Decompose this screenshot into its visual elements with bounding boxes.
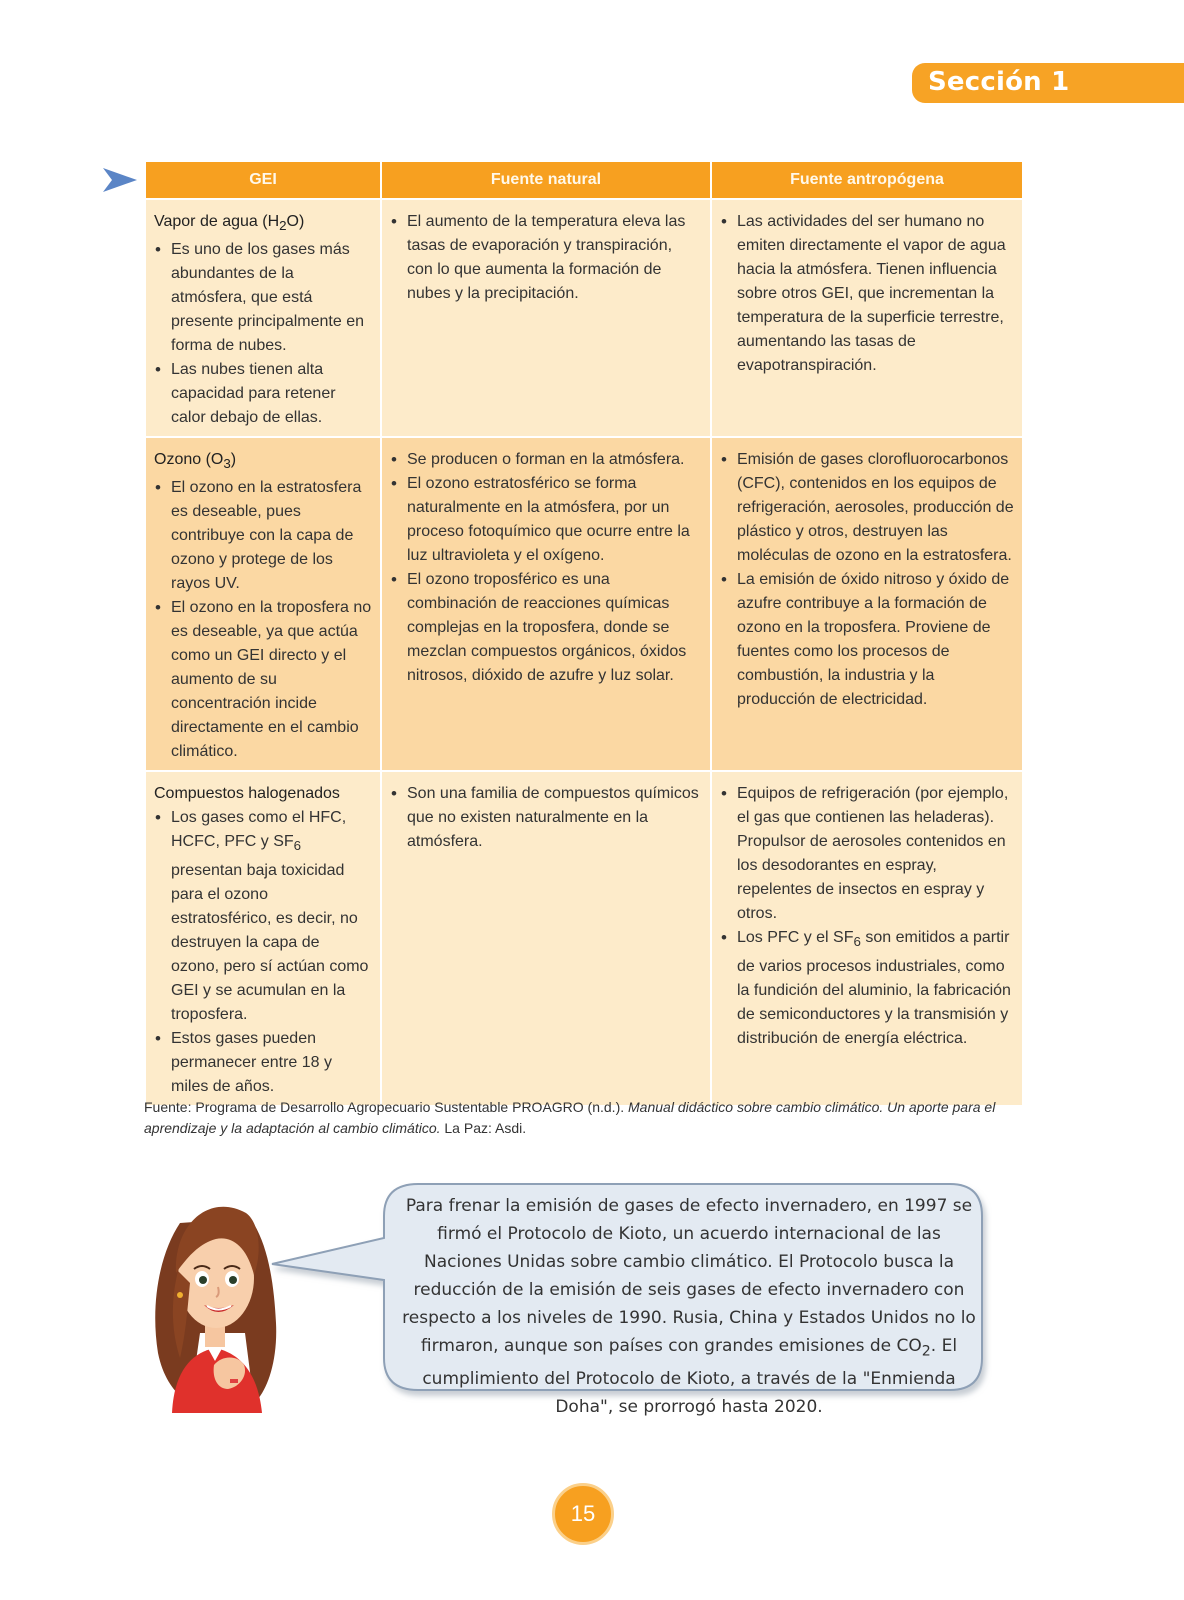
list-item: • Es uno de los gases más abundantes de la atmósfera, que está presente principalmente en forma de nubes. [154, 238, 372, 358]
natural-cell [381, 437, 711, 771]
anthropogenic-bullets [720, 210, 1014, 378]
gas-name: Compuestos halogenados [154, 785, 340, 803]
header-natural-source: Fuente natural [381, 161, 711, 199]
table-row [145, 771, 1023, 1105]
anthropogenic-bullets [720, 448, 1014, 712]
table-row [145, 199, 1023, 437]
page-number: 15 [552, 1483, 614, 1545]
section-tab [912, 63, 1184, 103]
natural-cell [381, 199, 711, 437]
gas-cell [145, 199, 381, 437]
list-item: • El aumento de la temperatura eleva las tasas de evaporación y transpiración, con lo que aumenta la formación de nubes y la precipitación. [390, 210, 702, 306]
speech-bubble-text: Para frenar la emisión de gases de efecto invernadero, en 1997 se firmó el Protocolo de Kioto, un acuerdo internacional de las Naciones Unidas sobre cambio climático. El Protocolo busca la reducción de la emisión de seis gases de efecto invernadero con respecto a los niveles de 1990. Rusia, China y Estados Unidos no lo firmaron, aunque son países con grandes emisiones de $CO_2$. El cumplimiento del Protocolo de Kioto, a través de la "Enmienda Doha", se prorrogó hasta 2020. [402, 1196, 976, 1418]
list-item: • Los gases como el HFC, HCFC, PFC y $SF_6$ presentan baja toxicidad para el ozono estratosférico, es decir, no destruyen la capa de ozono, pero sí actúan como GEI y se acumulan en la troposfera. [154, 806, 372, 1026]
anthropogenic-bullets [720, 782, 1014, 1050]
list-item: • El ozono troposférico es una combinación de reacciones químicas complejas en la troposfera, donde se mezclan compuestos orgánicos, óxidos nitrosos, dióxido de azufre y luz solar. [390, 568, 702, 688]
gas-bullets [154, 476, 372, 764]
anthropogenic-cell [711, 437, 1023, 771]
arrow-marker-icon [103, 168, 137, 192]
list-item: • El ozono en la troposfera no es deseable, ya que actúa como un GEI directo y el aumento de su concentración incide directamente en el cambio climático. [154, 596, 372, 764]
anthropogenic-cell [711, 771, 1023, 1105]
list-item: • Equipos de refrigeración (por ejemplo, el gas que contienen las heladeras). Propulsor de aerosoles contenidos en los desodorantes en espray, repelentes de insectos en espray y otros. [720, 782, 1014, 926]
list-item: • La emisión de óxido nitroso y óxido de azufre contribuye a la formación de ozono en la troposfera. Proviene de fuentes como los procesos de combustión, la industria y la producción de electricidad. [720, 568, 1014, 712]
list-item: • Las nubes tienen alta capacidad para retener calor debajo de ellas. [154, 358, 372, 430]
table-header-row [145, 161, 1023, 199]
list-item: • Los PFC y el $SF_6$ son emitidos a partir de varios procesos industriales, como la fundición del aluminio, la fabricación de semiconductores y la transmisión y distribución de energía eléctrica. [720, 926, 1014, 1050]
gas-cell [145, 771, 381, 1105]
list-item: • Estos gases pueden permanecer entre 18 y miles de años. [154, 1027, 372, 1099]
gas-bullets [154, 806, 372, 1098]
list-item: • El ozono en la estratosfera es deseable, pues contribuye con la capa de ozono y protege de los rayos UV. [154, 476, 372, 596]
source-title: Manual didáctico sobre cambio climático. Un aporte para el aprendizaje y la adaptación al cambio climático. [144, 1099, 996, 1136]
teacher-character-illustration [150, 1183, 280, 1413]
gas-name: Ozono $(O_3)$ [154, 451, 237, 472]
source-citation: Fuente: Programa de Desarrollo Agropecuario Sustentable PROAGRO (n.d.). Manual didáctico sobre cambio climático. Un aporte para el aprendizaje y la adaptación al cambio climático. La Paz: Asdi. [144, 1099, 996, 1136]
gei-table [144, 160, 1024, 1107]
natural-bullets [390, 210, 702, 306]
gas-cell [145, 437, 381, 771]
gas-name: Vapor de agua $(H_2O)$ [154, 213, 305, 234]
list-item: • Las actividades del ser humano no emiten directamente el vapor de agua hacia la atmósfera. Tienen influencia sobre otros GEI, que incrementan la temperatura de la superficie terrestre, aumentando las tasas de evapotranspiración. [720, 210, 1014, 378]
table-row [145, 437, 1023, 771]
header-anthropogenic-source: Fuente antropógena [711, 161, 1023, 199]
list-item: • Emisión de gases clorofluorocarbonos (CFC), contenidos en los equipos de refrigeración, aerosoles, producción de plástico y otros, destruyen las moléculas de ozono en la estratosfera. [720, 448, 1014, 568]
header-gei: GEI [145, 161, 381, 199]
list-item: • Son una familia de compuestos químicos que no existen naturalmente en la atmósfera. [390, 782, 702, 854]
gas-bullets [154, 238, 372, 430]
section-label: Sección 1 [928, 67, 1070, 97]
anthropogenic-cell [711, 199, 1023, 437]
list-item: • Se producen o forman en la atmósfera. [390, 448, 702, 472]
natural-bullets [390, 448, 702, 688]
natural-bullets [390, 782, 702, 854]
natural-cell [381, 771, 711, 1105]
list-item: • El ozono estratosférico se forma naturalmente en la atmósfera, por un proceso fotoquímico que ocurre entre la luz ultravioleta y el oxígeno. [390, 472, 702, 568]
